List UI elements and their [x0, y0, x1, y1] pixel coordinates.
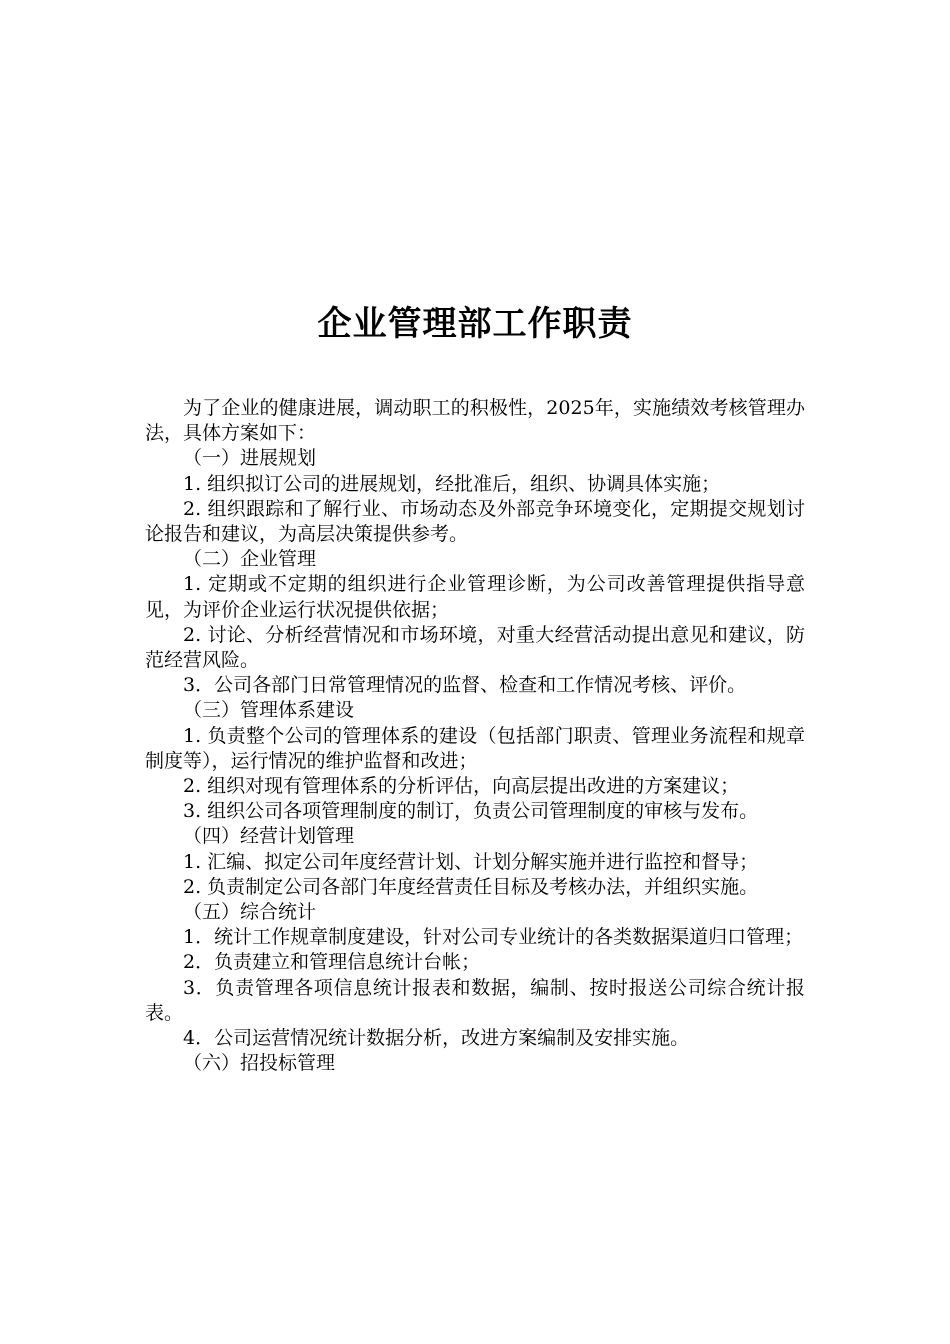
section-item: 2. 负责制定公司各部门年度经营责任目标及考核办法，并组织实施。 [183, 875, 759, 898]
section-item: 4．公司运营情况统计数据分析，改进方案编制及安排实施。 [183, 1027, 690, 1050]
document-title: 企业管理部工作职责 [317, 304, 633, 344]
section-item: 2．负责建立和管理信息统计台帐； [183, 951, 481, 974]
section-item: 3．负责管理各项信息统计报表和数据，编制、按时报送公司综合统计报表。 [145, 976, 805, 1024]
section-heading: （四）经营计划管理 [183, 825, 355, 848]
section-item: 1. 汇编、拟定公司年度经营计划、计划分解实施并进行监控和督导； [183, 850, 759, 873]
section-heading: （二）企业管理 [183, 548, 317, 571]
section-heading: （三）管理体系建设 [183, 699, 355, 722]
section-item: 2. 讨论、分析经营情况和市场环境，对重大经营活动提出意见和建议，防范经营风险。 [145, 623, 805, 672]
section-item: 1. 负责整个公司的管理体系的建设（包括部门职责、管理业务流程和规章制度等），运行情况的维护监督和改进； [145, 724, 805, 772]
section-item: 3. 组织公司各项管理制度的制订，负责公司管理制度的审核与发布。 [183, 800, 759, 823]
document-body [145, 396, 805, 1076]
section-item: 3．公司各部门日常管理情况的监督、检查和工作情况考核、评价。 [183, 674, 747, 697]
section-item: 2. 组织对现有管理体系的分析评估，向高层提出改进的方案建议； [183, 775, 740, 798]
section-item: 2. 组织跟踪和了解行业、市场动态及外部竞争环境变化，定期提交规划讨论报告和建议，为高层决策提供参考。 [145, 497, 805, 546]
section-item: 1．统计工作规章制度建设，针对公司专业统计的各类数据渠道归口管理； [183, 926, 804, 949]
section-heading: （五）综合统计 [183, 901, 317, 924]
intro-paragraph: 为了企业的健康进展，调动职工的积极性，2025年，实施绩效考核管理办法，具体方案如下： [145, 397, 805, 445]
section-heading: （一）进展规划 [183, 447, 317, 470]
section-item: 1. 定期或不定期的组织进行企业管理诊断，为公司改善管理提供指导意见，为评价企业运行状况提供依据； [145, 573, 805, 621]
section-item: 1. 组织拟订公司的进展规划，经批准后，组织、协调具体实施； [183, 472, 721, 495]
section-heading: （六）招投标管理 [183, 1052, 336, 1075]
